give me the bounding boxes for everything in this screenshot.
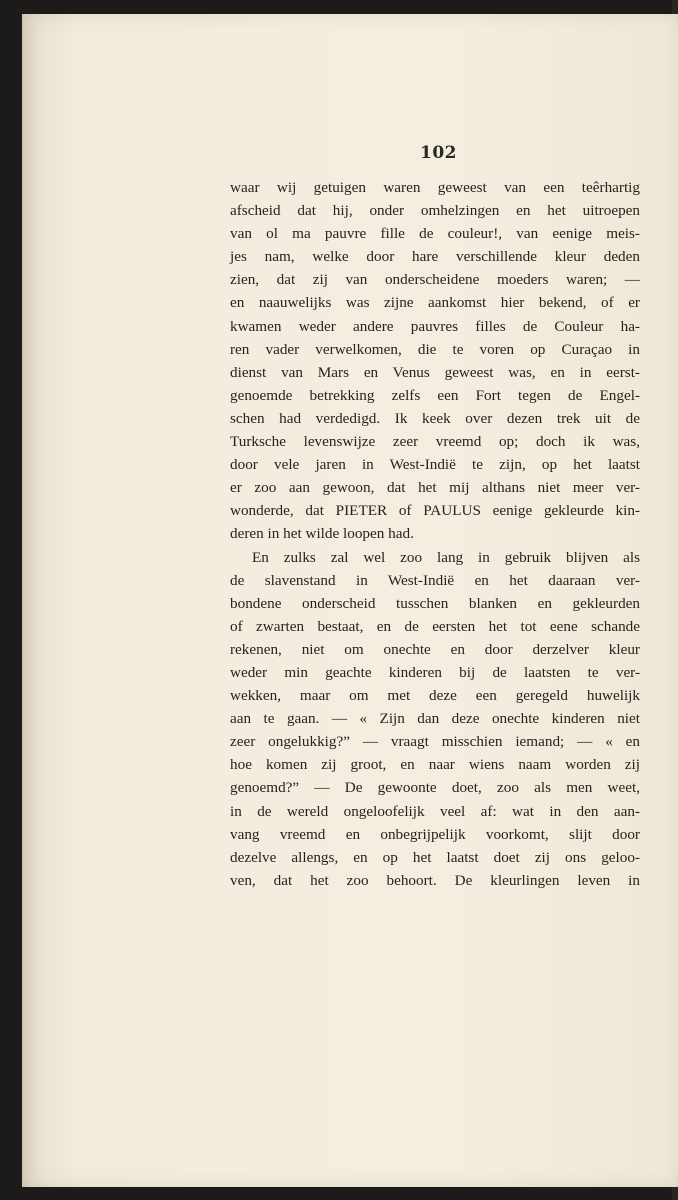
text-line: zeer ongelukkig?” — vraagt misschien iemand; — « en (230, 733, 640, 751)
text-line: rekenen, niet om onechte en door derzelver kleur (230, 640, 640, 658)
text-line: Turksche levenswijze zeer vreemd op; doch ik was, (230, 433, 640, 451)
page-number: 102 (420, 143, 457, 163)
body-text (230, 176, 640, 892)
text-line: van ol ma pauvre fille de couleur!, van eenige meis- (230, 225, 640, 243)
text-line: ren vader verwelkomen, die te voren op Curaçao in (230, 340, 640, 358)
text-line: in de wereld ongeloofelijk veel af: wat in den aan- (230, 802, 640, 820)
text-line: hoe komen zij groot, en naar wiens naam worden zij (230, 756, 640, 774)
text-line: vang vreemd en onbegrijpelijk voorkomt, slijt door (230, 825, 640, 843)
text-line: wekken, maar om met deze een geregeld huwelijk (230, 687, 640, 705)
text-line: aan te gaan. — « Zijn dan deze onechte kinderen niet (230, 710, 640, 728)
text-line: er zoo aan gewoon, dat het mij althans niet meer ver- (230, 479, 640, 497)
text-line: door vele jaren in West-Indië te zijn, op het laatst (230, 456, 640, 474)
text-line: dienst van Mars en Venus geweest was, en in eerst- (230, 363, 640, 381)
text-line: waar wij getuigen waren geweest van een teêrhartig (230, 179, 640, 196)
text-line: en naauwelijks was zijne aankomst hier bekend, of er (230, 294, 640, 312)
text-line: ven, dat het zoo behoort. De kleurlingen leven in (230, 871, 640, 889)
text-line: afscheid dat hij, onder omhelzingen en het uitroepen (230, 202, 640, 220)
text-line: dezelve allengs, en op het laatst doet zij ons geloo- (230, 848, 640, 866)
text-line: weder min geachte kinderen bij de laatsten te ver- (230, 663, 640, 681)
text-line: genoemde betrekking zelfs een Fort tegen de Engel- (230, 386, 640, 404)
text-line: kwamen weder andere pauvres filles de Couleur ha- (230, 317, 640, 335)
text-line: bondene onderscheid tusschen blanken en gekleurden (230, 594, 640, 612)
text-line: genoemd?” — De gewoonte doet, zoo als men weet, (230, 779, 640, 797)
text-line: zien, dat zij van onderscheidene moeders waren; — (230, 271, 640, 289)
text-line: de slavenstand in West-Indië en het daaraan ver- (230, 571, 640, 589)
text-line: of zwarten bestaat, en de eersten het tot eene schande (230, 617, 640, 635)
text-line: schen had verdedigd. Ik keek over dezen trek uit de (230, 409, 640, 427)
paragraph-end-line: deren in het wilde loopen had. (230, 525, 414, 543)
text-line: wonderde, dat PIETER of PAULUS eenige gekleurde kin- (230, 502, 640, 520)
paragraph-start-line: En zulks zal wel zoo lang in gebruik blijven als (252, 548, 640, 566)
text-line: jes nam, welke door hare verschillende kleur deden (230, 248, 640, 266)
